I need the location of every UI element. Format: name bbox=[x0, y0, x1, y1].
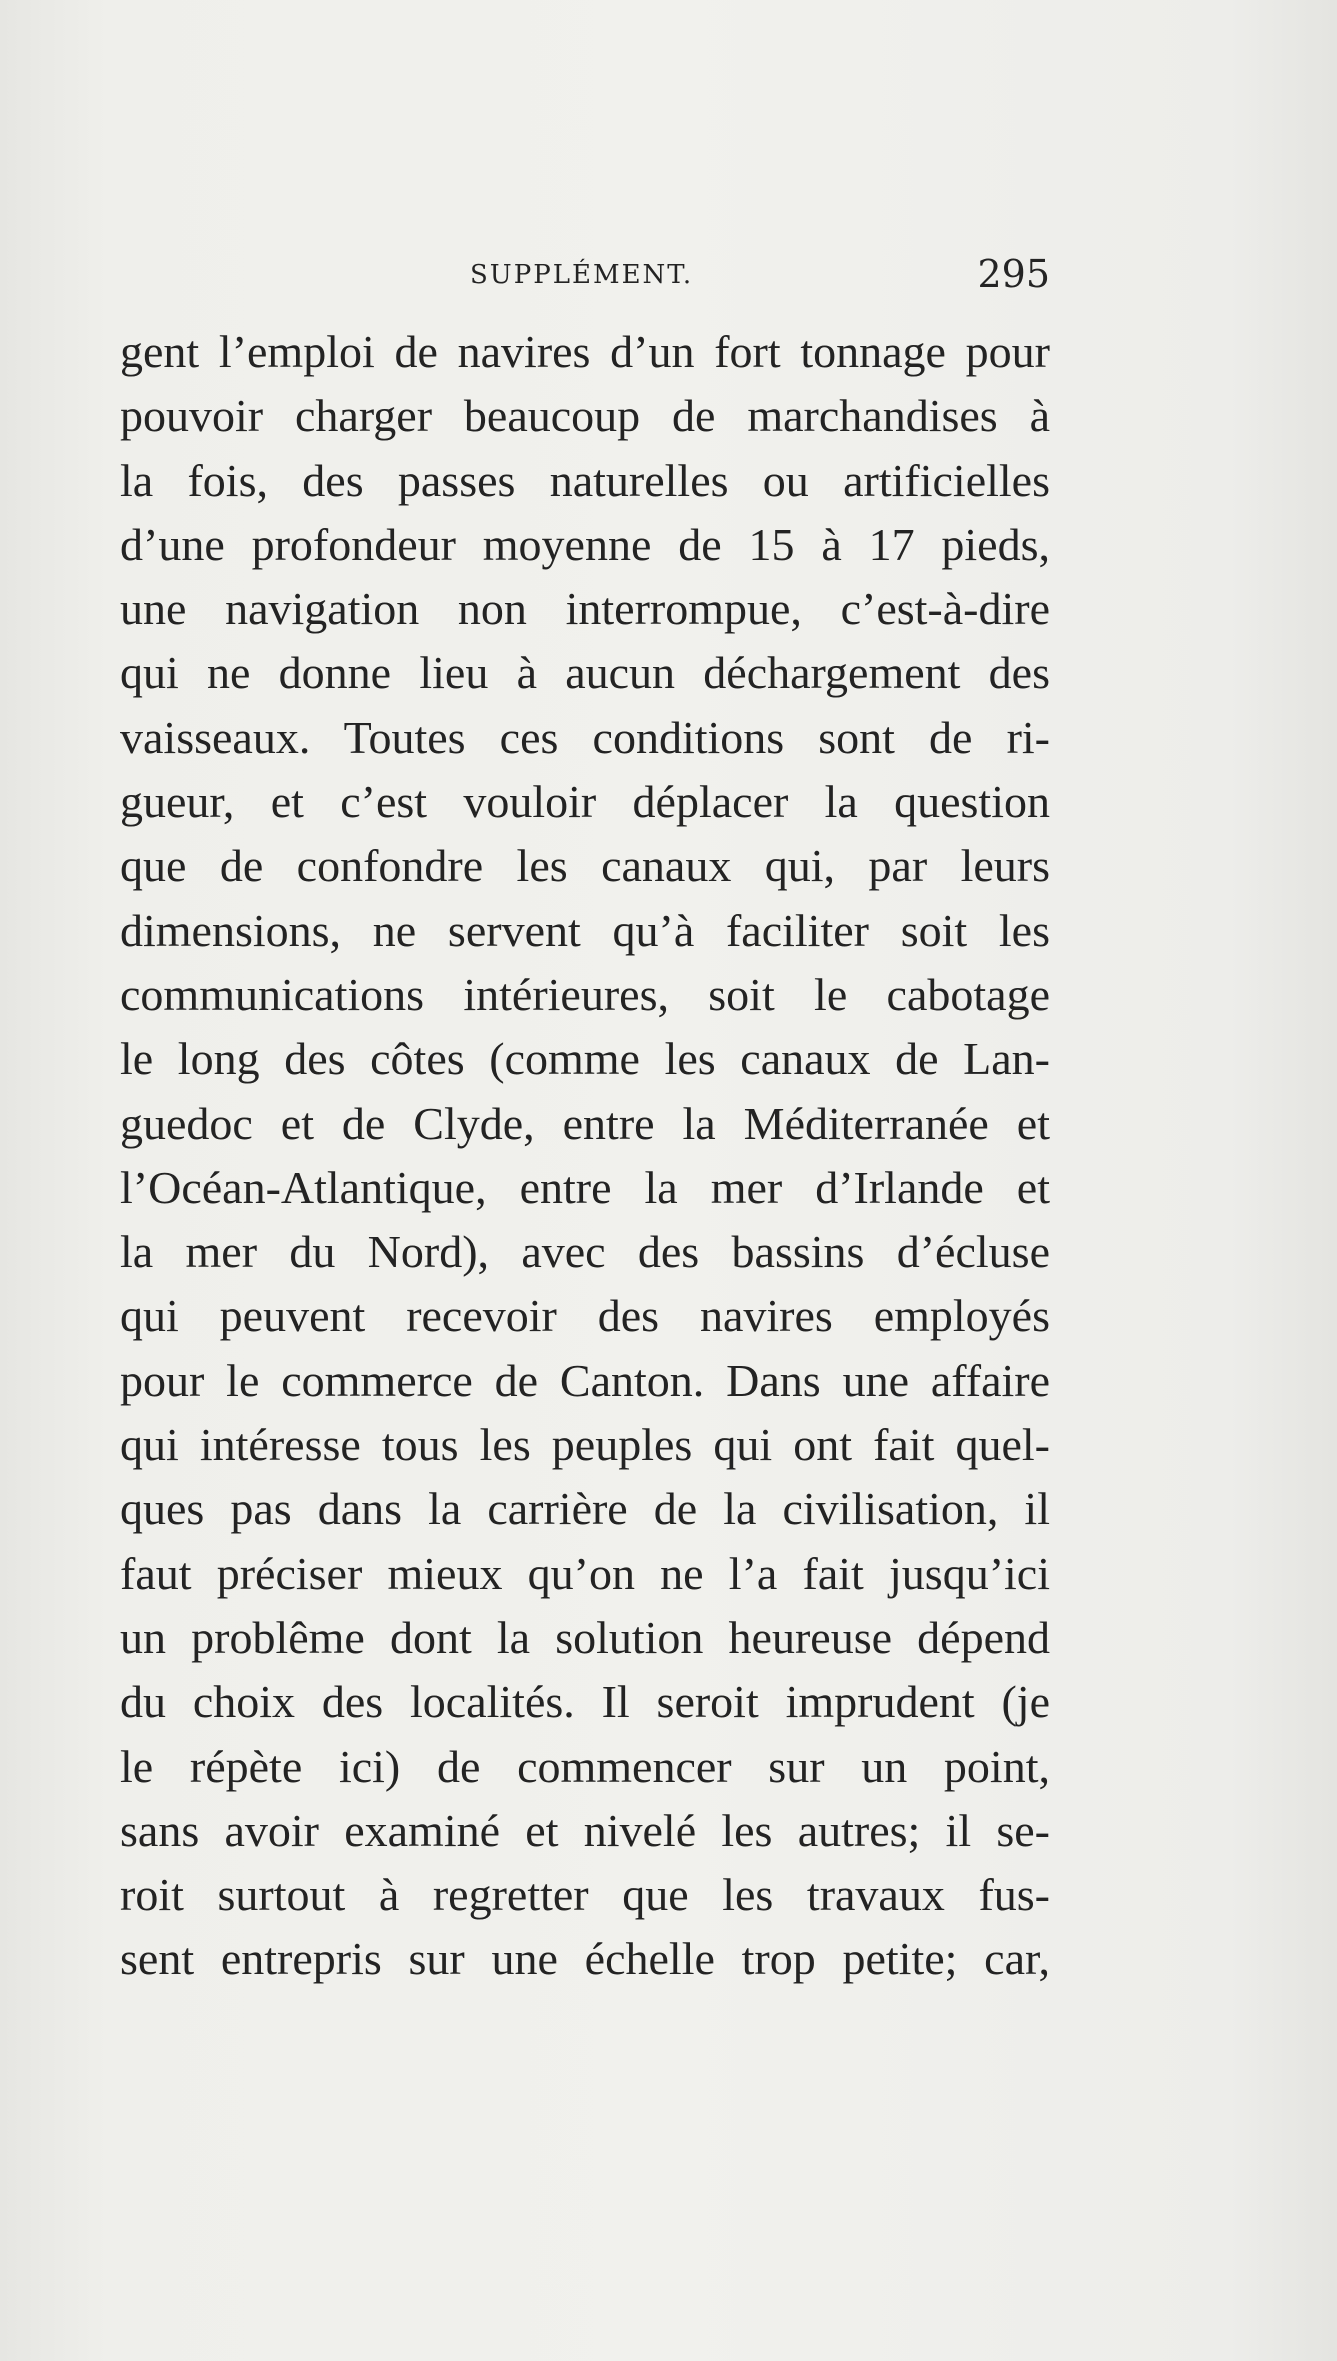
text-line: roit surtout à regretter que les travaux fus- bbox=[120, 1869, 1050, 1921]
text-line: pour le commerce de Canton. Dans une affaire bbox=[120, 1354, 1050, 1406]
running-title: SUPPLÉMENT. bbox=[470, 260, 694, 290]
text-line: gueur, et c’est vouloir déplacer la question bbox=[120, 776, 1050, 828]
running-header bbox=[120, 252, 1050, 302]
text-line: le long des côtes (comme les canaux de Lan- bbox=[120, 1033, 1050, 1085]
text-line: communications intérieures, soit le cabotage bbox=[120, 968, 1050, 1020]
text-line: vaisseaux. Toutes ces conditions sont de ri- bbox=[120, 711, 1050, 763]
text-line: l’Océan-Atlantique, entre la mer d’Irlande et bbox=[120, 1161, 1050, 1213]
text-line: la mer du Nord), avec des bassins d’écluse bbox=[120, 1226, 1050, 1278]
text-line: du choix des localités. Il seroit imprudent (je bbox=[120, 1676, 1050, 1728]
text-line: sent entrepris sur une échelle trop petite; car, bbox=[120, 1933, 1050, 1985]
text-line: d’une profondeur moyenne de 15 à 17 pieds, bbox=[120, 518, 1050, 570]
text-line: sans avoir examiné et nivelé les autres; il se- bbox=[120, 1804, 1050, 1856]
text-line: ques pas dans la carrière de la civilisation, il bbox=[120, 1483, 1050, 1535]
text-line: faut préciser mieux qu’on ne l’a fait jusqu’ici bbox=[120, 1547, 1050, 1599]
text-line: dimensions, ne servent qu’à faciliter soit les bbox=[120, 904, 1050, 956]
text-line: la fois, des passes naturelles ou artificielles bbox=[120, 454, 1050, 506]
page-number: 295 bbox=[977, 252, 1050, 296]
text-line: une navigation non interrompue, c’est-à-dire bbox=[120, 583, 1050, 635]
text-line: le répète ici) de commencer sur un point, bbox=[120, 1740, 1050, 1792]
text-line: pouvoir charger beaucoup de marchandises à bbox=[120, 390, 1050, 442]
text-line: que de confondre les canaux qui, par leurs bbox=[120, 840, 1050, 892]
text-line: qui intéresse tous les peuples qui ont fait quel- bbox=[120, 1419, 1050, 1471]
text-line: un problême dont la solution heureuse dépend bbox=[120, 1611, 1050, 1663]
text-line: qui peuvent recevoir des navires employés bbox=[120, 1290, 1050, 1342]
text-line: gent l’emploi de navires d’un fort tonnage pour bbox=[120, 326, 1050, 377]
body-text bbox=[120, 320, 1050, 1992]
text-line: guedoc et de Clyde, entre la Méditerranée et bbox=[120, 1097, 1050, 1149]
text-line: qui ne donne lieu à aucun déchargement des bbox=[120, 647, 1050, 699]
